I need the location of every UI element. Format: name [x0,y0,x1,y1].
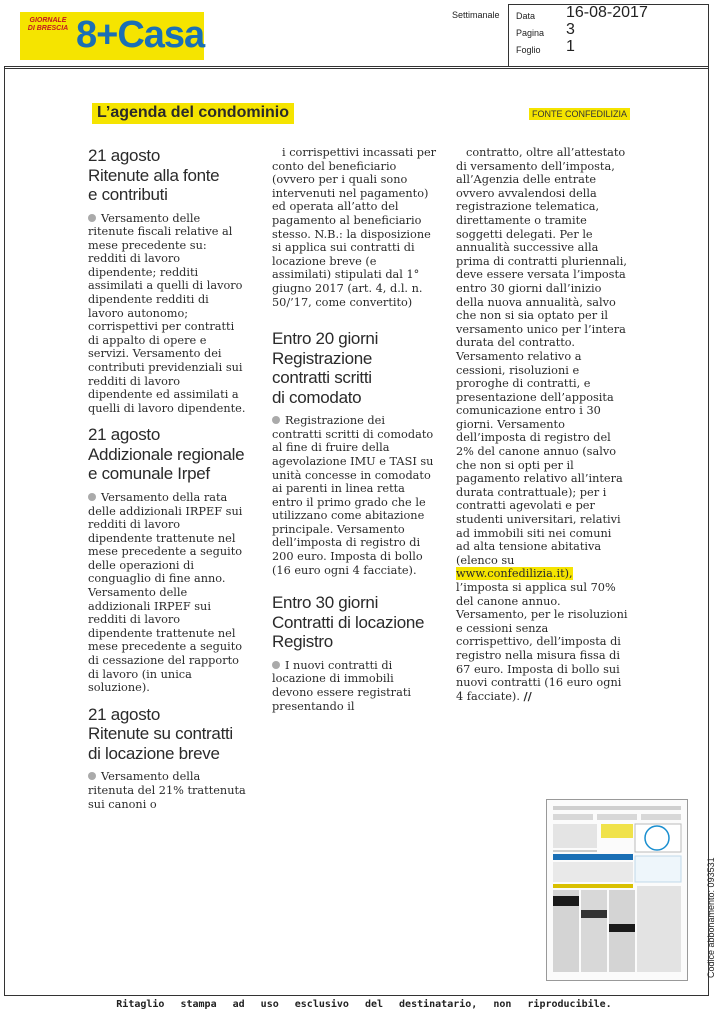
bullet-icon [272,661,280,669]
heading-line: e comunale Irpef [88,464,210,484]
subscription-code: Codice abbonamento: 093531 [706,857,716,978]
meta-page-value: 3 [566,21,575,38]
meta-box-divider [508,4,509,66]
meta-date-value: 16-08-2017 [566,4,648,21]
meta-sheet-value: 1 [566,38,575,55]
column-1 [88,146,248,811]
section-title: L’agenda del condominio [92,103,294,124]
footer-disclaimer: Ritaglio stampa ad uso esclusivo del destinatario, non riproducibile. [116,999,612,1010]
paragraph-text: Registrazione dei contratti scritti di comodato al fine di fruire della agevolazione IMU e TASI su unità concesse in comodato ai parenti in linea retta entro il primo grado che le utilizzano come abitazione principale. Versamento dell’imposta di registro di 200 euro. Imposta di bollo (16 euro ogni 4 facciate). [272,414,434,577]
paragraph [88,491,248,695]
meta-sheet-label: Foglio [516,45,541,55]
frame-left [4,66,5,996]
heading-line: contratti scritti [272,368,372,388]
paragraph [88,770,248,811]
paragraph [456,146,628,703]
header-divider-2 [4,68,709,69]
source-label: FONTE CONFEDILIZIA [529,108,630,120]
page-thumbnail-image [547,800,687,980]
publication-frequency: Settimanale [452,10,500,20]
bullet-icon [272,416,280,424]
heading-addizionale-irpef [88,425,248,484]
heading-line: 21 agosto [88,146,160,165]
bullet-icon [88,493,96,501]
heading-ritenute-fonte [88,146,248,205]
heading-line: Addizionale regionale [88,444,245,464]
paragraph-text: Versamento della rata delle addizionali IRPEF sui redditi di lavoro dipendente trattenute nel mese precedente a seguito delle operazioni di conguaglio di fine anno. Versamento delle addizionali IRPEF sui redditi di lavoro dipendente trattenute nel mese precedente a seguito di cessazione del rapporto di lavoro (in unica soluzione). [88,490,243,695]
heading-locazione-breve [88,705,248,764]
heading-line: Contratti di locazione [272,612,425,632]
page-thumbnail [546,799,688,981]
heading-contratti-locazione [272,593,438,652]
paragraph-text: l’imposta si applica sul 70% del canone annuo. Versamento, per le risoluzioni e cessioni senza corrispettivo, dell’imposta di registro nella misura fissa di 67 euro. Imposta di bollo sui nuovi contratti (16 euro ogni 4 facciate). [456,581,628,703]
heading-line: Entro 30 giorni [272,593,379,613]
confedilizia-link[interactable]: www.confedilizia.it), [456,567,573,581]
heading-line: 21 agosto [88,704,160,724]
paragraph-text: I nuovi contratti di locazione di immobili devono essere registrati presentando il [272,658,411,713]
header-divider [4,66,709,67]
heading-comodato [272,329,438,407]
heading-line: 21 agosto [88,425,160,445]
heading-line: Ritenute alla fonte [88,165,220,185]
heading-line: Registrazione [272,348,373,368]
frame-bottom [4,995,709,996]
paragraph [88,212,248,416]
heading-line: Ritenute su contratti [88,724,233,744]
heading-line: Entro 20 giorni [272,329,379,349]
heading-line: di comodato [272,387,362,407]
paragraph [272,659,438,713]
paragraph [272,414,438,577]
heading-line: Registro [272,632,333,652]
end-mark: // [523,688,532,703]
logo-newspaper-name: GIORNALE DI BRESCIA [27,17,69,32]
column-2 [272,146,438,713]
bullet-icon [88,214,96,222]
column-3 [456,146,628,703]
paragraph-text: Versamento della ritenuta del 21% trattenuta sui canoni o [88,770,246,811]
heading-line: di locazione breve [88,743,220,763]
meta-page-label: Pagina [516,28,545,38]
paragraph: i corrispettivi incassati per conto del beneficiario (ovvero per i quali sono intervenuti nel pagamento) ed operata all’atto del pagamento al beneficiario stesso. N.B.: la disposizione si applica sui contratti di locazione breve (e assimilati) stipulati dal 1° giugno 2017 (art. 4, d.l. n. 50/’17, come convertito) [272,146,437,309]
logo-title: 8+Casa [76,14,205,56]
paragraph-text: contratto, oltre all’attestato di versamento dell’imposta, all’Agenzia delle entrate ovvero avvalendosi della registrazione telematica, direttamente o tramite soggetti delegati. Per le annualità successive alla prima di contratti pluriennali, deve essere versata l’imposta entro 30 giorni dall’inizio della nuova annualità, salvo che non si sia optato per il versamento unico per l’intera durata del contratto. Versamento relativo a cessioni, risoluzioni e proroghe di contratti, e presentazione dell’apposita comunicazione entro i 30 giorni. Versamento dell’imposta di registro del 2% del canone annuo (salvo che non si opti per il pagamento relativo all’intera durata contrattuale); per i contratti agevolati e per studenti universitari, relativi ad immobili siti nei comuni ad alta tensione abitativa (elenco su [456,146,628,567]
heading-line: e contributi [88,185,168,204]
meta-date-label: Data [516,11,536,21]
frame-right [708,4,709,996]
paragraph-text: Versamento delle ritenute fiscali relative al mese precedente su: redditi di lavoro dipendente; redditi assimilati a quelli di lavoro dipendente redditi di lavoro autonomo; corrispettivi per contratti di appalto di opere e servizi. Versamento dei contributi previdenziali sui redditi di lavoro dipendente ed assimilati a quelli di lavoro dipendente. [88,211,246,415]
bullet-icon [88,772,96,780]
